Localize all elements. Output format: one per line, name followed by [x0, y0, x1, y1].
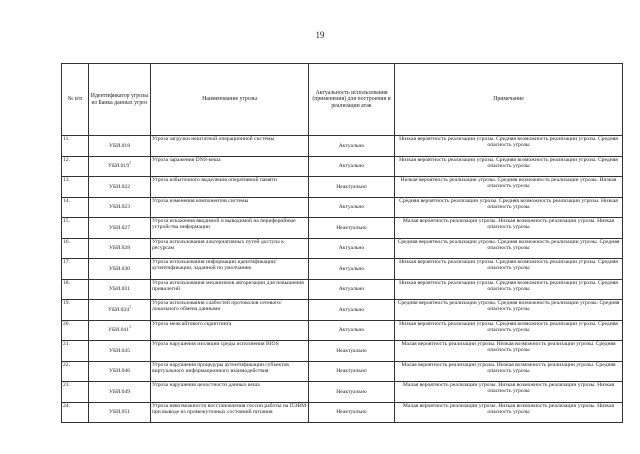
- row-num: [62, 382, 89, 403]
- row-threat-name-text: Угроза нарушения процедуры аутентификации субъектов виртуального информационного взаимодействия: [152, 361, 289, 374]
- row-actuality-text: Актуально: [338, 204, 365, 211]
- row-threat-name: [151, 197, 309, 218]
- row-actuality-text: Неактуально: [336, 224, 367, 231]
- row-threat-name-text: Угроза загрузки нештатной операционной системы: [152, 136, 275, 142]
- row-num: [62, 341, 89, 362]
- table-body: [62, 136, 623, 423]
- row-threat-name: [151, 320, 309, 341]
- row-note-text: Малая вероятность реализации угрозы. Низкая возможность реализации угрозы. Средняя опасность угрозы: [401, 361, 616, 374]
- row-threat-name-text: Угроза заражения DNS-кеша: [152, 156, 221, 163]
- row-threat-id-text: УБИ.049: [108, 388, 130, 395]
- row-threat-name-text: Угроза использования механизмов авторизации для повышения привилегий: [152, 279, 304, 292]
- row-note-text: Низкая вероятность реализации угрозы. Средняя возможность реализации угрозы. Средняя опасность угрозы: [399, 279, 618, 292]
- row-note: [395, 238, 623, 259]
- row-actuality-text: Неактуально: [336, 347, 367, 354]
- row-actuality: [309, 156, 395, 177]
- row-actuality-text: Актуально: [338, 245, 365, 252]
- row-threat-id-text: УБИ.028: [108, 245, 130, 252]
- footnote-mark: 1: [129, 303, 131, 309]
- table-row: [62, 300, 623, 321]
- row-threat-name: [151, 300, 309, 321]
- row-threat-id: [89, 136, 151, 157]
- row-num-text: 24.: [63, 402, 70, 409]
- row-num: [62, 156, 89, 177]
- row-actuality: [309, 197, 395, 218]
- row-threat-id: [89, 197, 151, 218]
- row-threat-id: [89, 300, 151, 321]
- header-num: № п/п: [62, 64, 89, 136]
- threats-table: [61, 63, 623, 423]
- row-note-text: Низкая вероятность реализации угрозы. Средняя возможность реализации угрозы. Средняя опасность угрозы: [399, 156, 618, 169]
- row-threat-name: [151, 361, 309, 382]
- row-num: [62, 136, 89, 157]
- header-id: Идентификатор угрозы из Банка данных угроз: [89, 64, 151, 136]
- row-actuality: [309, 320, 395, 341]
- row-threat-name: [151, 259, 309, 280]
- row-threat-id-text: УБИ.022: [108, 183, 130, 190]
- row-actuality: [309, 279, 395, 300]
- row-num-text: 15.: [63, 218, 70, 224]
- row-note: [395, 156, 623, 177]
- row-num-text: 17.: [63, 259, 70, 265]
- row-num-text: 23.: [63, 382, 70, 388]
- row-threat-name: [151, 136, 309, 157]
- row-actuality: [309, 177, 395, 198]
- table-row: [62, 197, 623, 218]
- row-threat-id: [89, 259, 151, 280]
- row-actuality-text: Неактуально: [336, 368, 367, 375]
- row-actuality: [309, 341, 395, 362]
- row-num-text: 18.: [63, 279, 70, 286]
- row-num: [62, 218, 89, 239]
- table-row: [62, 259, 623, 280]
- row-num-text: 13.: [63, 177, 70, 183]
- row-num: [62, 197, 89, 218]
- row-threat-id: [89, 320, 151, 341]
- row-note: [395, 320, 623, 341]
- row-note-text: Средняя вероятность реализации угрозы. Средняя возможность реализации угрозы. Низкая опасность угрозы: [399, 197, 618, 210]
- table-row: [62, 279, 623, 300]
- row-note-text: Низкая вероятность реализации угрозы. Средняя возможность реализации угрозы. Низкая опасность угрозы: [400, 177, 617, 190]
- row-num-text: 22.: [63, 361, 70, 368]
- row-threat-name-text: Угроза нарушения целостности данных кеша: [152, 382, 260, 388]
- row-threat-id-text: УБИ.030: [108, 265, 130, 272]
- row-threat-name-text: Угроза использования альтернативных путей доступа к ресурсам: [152, 238, 284, 251]
- table-row: [62, 402, 623, 423]
- row-num-text: 19.: [63, 300, 70, 306]
- row-threat-id-text: УБИ.031: [108, 286, 130, 293]
- row-actuality: [309, 382, 395, 403]
- row-note-text: Средняя вероятность реализации угрозы. Средняя возможность реализации угрозы. Средняя опасность угрозы: [397, 300, 620, 313]
- row-threat-id-text: УБИ.045: [108, 347, 130, 354]
- row-threat-name-text: Угроза межсайтового скриптинга: [152, 320, 232, 327]
- row-num: [62, 320, 89, 341]
- row-actuality-text: Неактуально: [336, 388, 367, 395]
- row-threat-id: [89, 279, 151, 300]
- row-note-text: Средняя вероятность реализации угрозы. Средняя возможность реализации угрозы. Средняя опасность угрозы: [397, 238, 620, 251]
- row-actuality-text: Неактуально: [336, 183, 367, 190]
- row-threat-name: [151, 156, 309, 177]
- row-threat-id-text: УБИ.034: [107, 306, 129, 313]
- page-number: 19: [315, 30, 325, 40]
- row-threat-name: [151, 402, 309, 423]
- row-threat-id: [89, 402, 151, 423]
- row-threat-id: [89, 156, 151, 177]
- row-threat-name: [151, 218, 309, 239]
- row-actuality-text: Актуально: [338, 286, 365, 293]
- row-num-text: 21.: [63, 341, 70, 347]
- table-row: [62, 320, 623, 341]
- row-threat-name: [151, 238, 309, 259]
- table-row: [62, 361, 623, 382]
- row-threat-name-text: Угроза использования слабостей протоколов сетевого/локального обмена данными: [152, 300, 282, 313]
- table-row: [62, 341, 623, 362]
- table-header: [62, 64, 623, 136]
- row-num-text: 20.: [63, 320, 70, 327]
- row-threat-id: [89, 341, 151, 362]
- row-num: [62, 177, 89, 198]
- row-note-text: Низкая вероятность реализации угрозы. Средняя возможность реализации угрозы. Средняя опасность угрозы: [399, 320, 618, 333]
- row-num: [62, 402, 89, 423]
- row-actuality: [309, 361, 395, 382]
- row-threat-name: [151, 279, 309, 300]
- row-num-text: 12.: [63, 156, 70, 163]
- row-num: [62, 259, 89, 280]
- table-row: [62, 218, 623, 239]
- row-note: [395, 197, 623, 218]
- row-note-text: Малая вероятность реализации угрозы. Низкая возможность реализации угрозы. Низкая опасность угрозы: [402, 402, 615, 415]
- header-note: Примечание: [395, 64, 623, 136]
- header-row: [62, 64, 623, 136]
- row-threat-name-text: Угроза искажения вводимой и выводимой на периферийные устройства информации: [152, 218, 296, 231]
- row-threat-id-text: УБИ.041: [107, 327, 129, 334]
- table-row: [62, 136, 623, 157]
- row-threat-name: [151, 341, 309, 362]
- row-num-text: 11.: [63, 136, 70, 142]
- header-name: Наименование угрозы: [151, 64, 309, 136]
- row-actuality: [309, 136, 395, 157]
- row-note: [395, 218, 623, 239]
- row-note-text: Низкая вероятность реализации угрозы. Средняя возможность реализации угрозы. Средняя опасность угрозы: [399, 259, 618, 272]
- row-actuality-text: Актуально: [338, 306, 365, 313]
- row-threat-name-text: Угроза избыточного выделения оперативной памяти: [152, 177, 277, 183]
- row-threat-name-text: Угроза использования информации идентификации/аутентификации, заданной по умолчанию: [152, 259, 277, 272]
- table-row: [62, 238, 623, 259]
- row-threat-id-text: УБИ.019: [107, 163, 129, 170]
- row-actuality-text: Актуально: [338, 265, 365, 272]
- row-threat-id-text: УБИ.046: [108, 368, 130, 375]
- row-actuality: [309, 238, 395, 259]
- row-threat-id-text: УБИ.018: [108, 142, 130, 149]
- row-threat-name: [151, 177, 309, 198]
- row-threat-id: [89, 177, 151, 198]
- row-note-text: Малая вероятность реализации угрозы. Низкая возможность реализации угрозы. Низкая опасность угрозы: [402, 218, 615, 231]
- row-note: [395, 177, 623, 198]
- row-note: [395, 259, 623, 280]
- row-threat-name-text: Угроза нарушения изоляции среды исполнения BIOS: [152, 341, 279, 347]
- row-num-text: 16.: [63, 238, 70, 245]
- row-threat-id: [89, 238, 151, 259]
- table-row: [62, 156, 623, 177]
- row-note: [395, 300, 623, 321]
- table-row: [62, 382, 623, 403]
- footnote-mark: 1: [129, 160, 131, 166]
- row-actuality-text: Актуально: [338, 327, 365, 334]
- row-threat-name-text: Угроза невозможности восстановления сессии работы на ПЭВМ при выводе из промежуточных состояний питания: [152, 402, 307, 415]
- row-note: [395, 382, 623, 403]
- row-actuality-text: Неактуально: [336, 409, 367, 416]
- row-note-text: Малая вероятность реализации угрозы. Низкая возможность реализации угрозы. Низкая опасность угрозы: [402, 382, 615, 395]
- row-num: [62, 300, 89, 321]
- row-threat-name: [151, 382, 309, 403]
- row-note: [395, 136, 623, 157]
- row-note: [395, 341, 623, 362]
- footnote-mark: 1: [129, 324, 131, 330]
- header-actuality: Актуальность использования (применения) для построения и реализации атак: [309, 64, 395, 136]
- row-actuality: [309, 218, 395, 239]
- row-note-text: Малая вероятность реализации угрозы. Низкая возможность реализации угрозы. Средняя опасность угрозы: [401, 341, 616, 354]
- row-note: [395, 402, 623, 423]
- row-threat-id-text: УБИ.051: [108, 409, 130, 416]
- row-actuality-text: Актуально: [338, 142, 365, 149]
- row-threat-id: [89, 361, 151, 382]
- row-actuality-text: Актуально: [338, 163, 365, 170]
- row-note: [395, 279, 623, 300]
- row-threat-id: [89, 382, 151, 403]
- row-note: [395, 361, 623, 382]
- row-threat-id-text: УБИ.027: [108, 224, 130, 231]
- table-row: [62, 177, 623, 198]
- row-num: [62, 279, 89, 300]
- row-threat-id: [89, 218, 151, 239]
- row-num: [62, 238, 89, 259]
- row-actuality: [309, 402, 395, 423]
- row-threat-id-text: УБИ.023: [108, 204, 130, 211]
- row-num: [62, 361, 89, 382]
- row-actuality: [309, 259, 395, 280]
- row-threat-name-text: Угроза изменения компонентов системы: [152, 197, 249, 204]
- row-note-text: Низкая вероятность реализации угрозы. Средняя возможность реализации угрозы. Средняя опасность угрозы: [399, 136, 618, 149]
- row-num-text: 14.: [63, 197, 70, 204]
- row-actuality: [309, 300, 395, 321]
